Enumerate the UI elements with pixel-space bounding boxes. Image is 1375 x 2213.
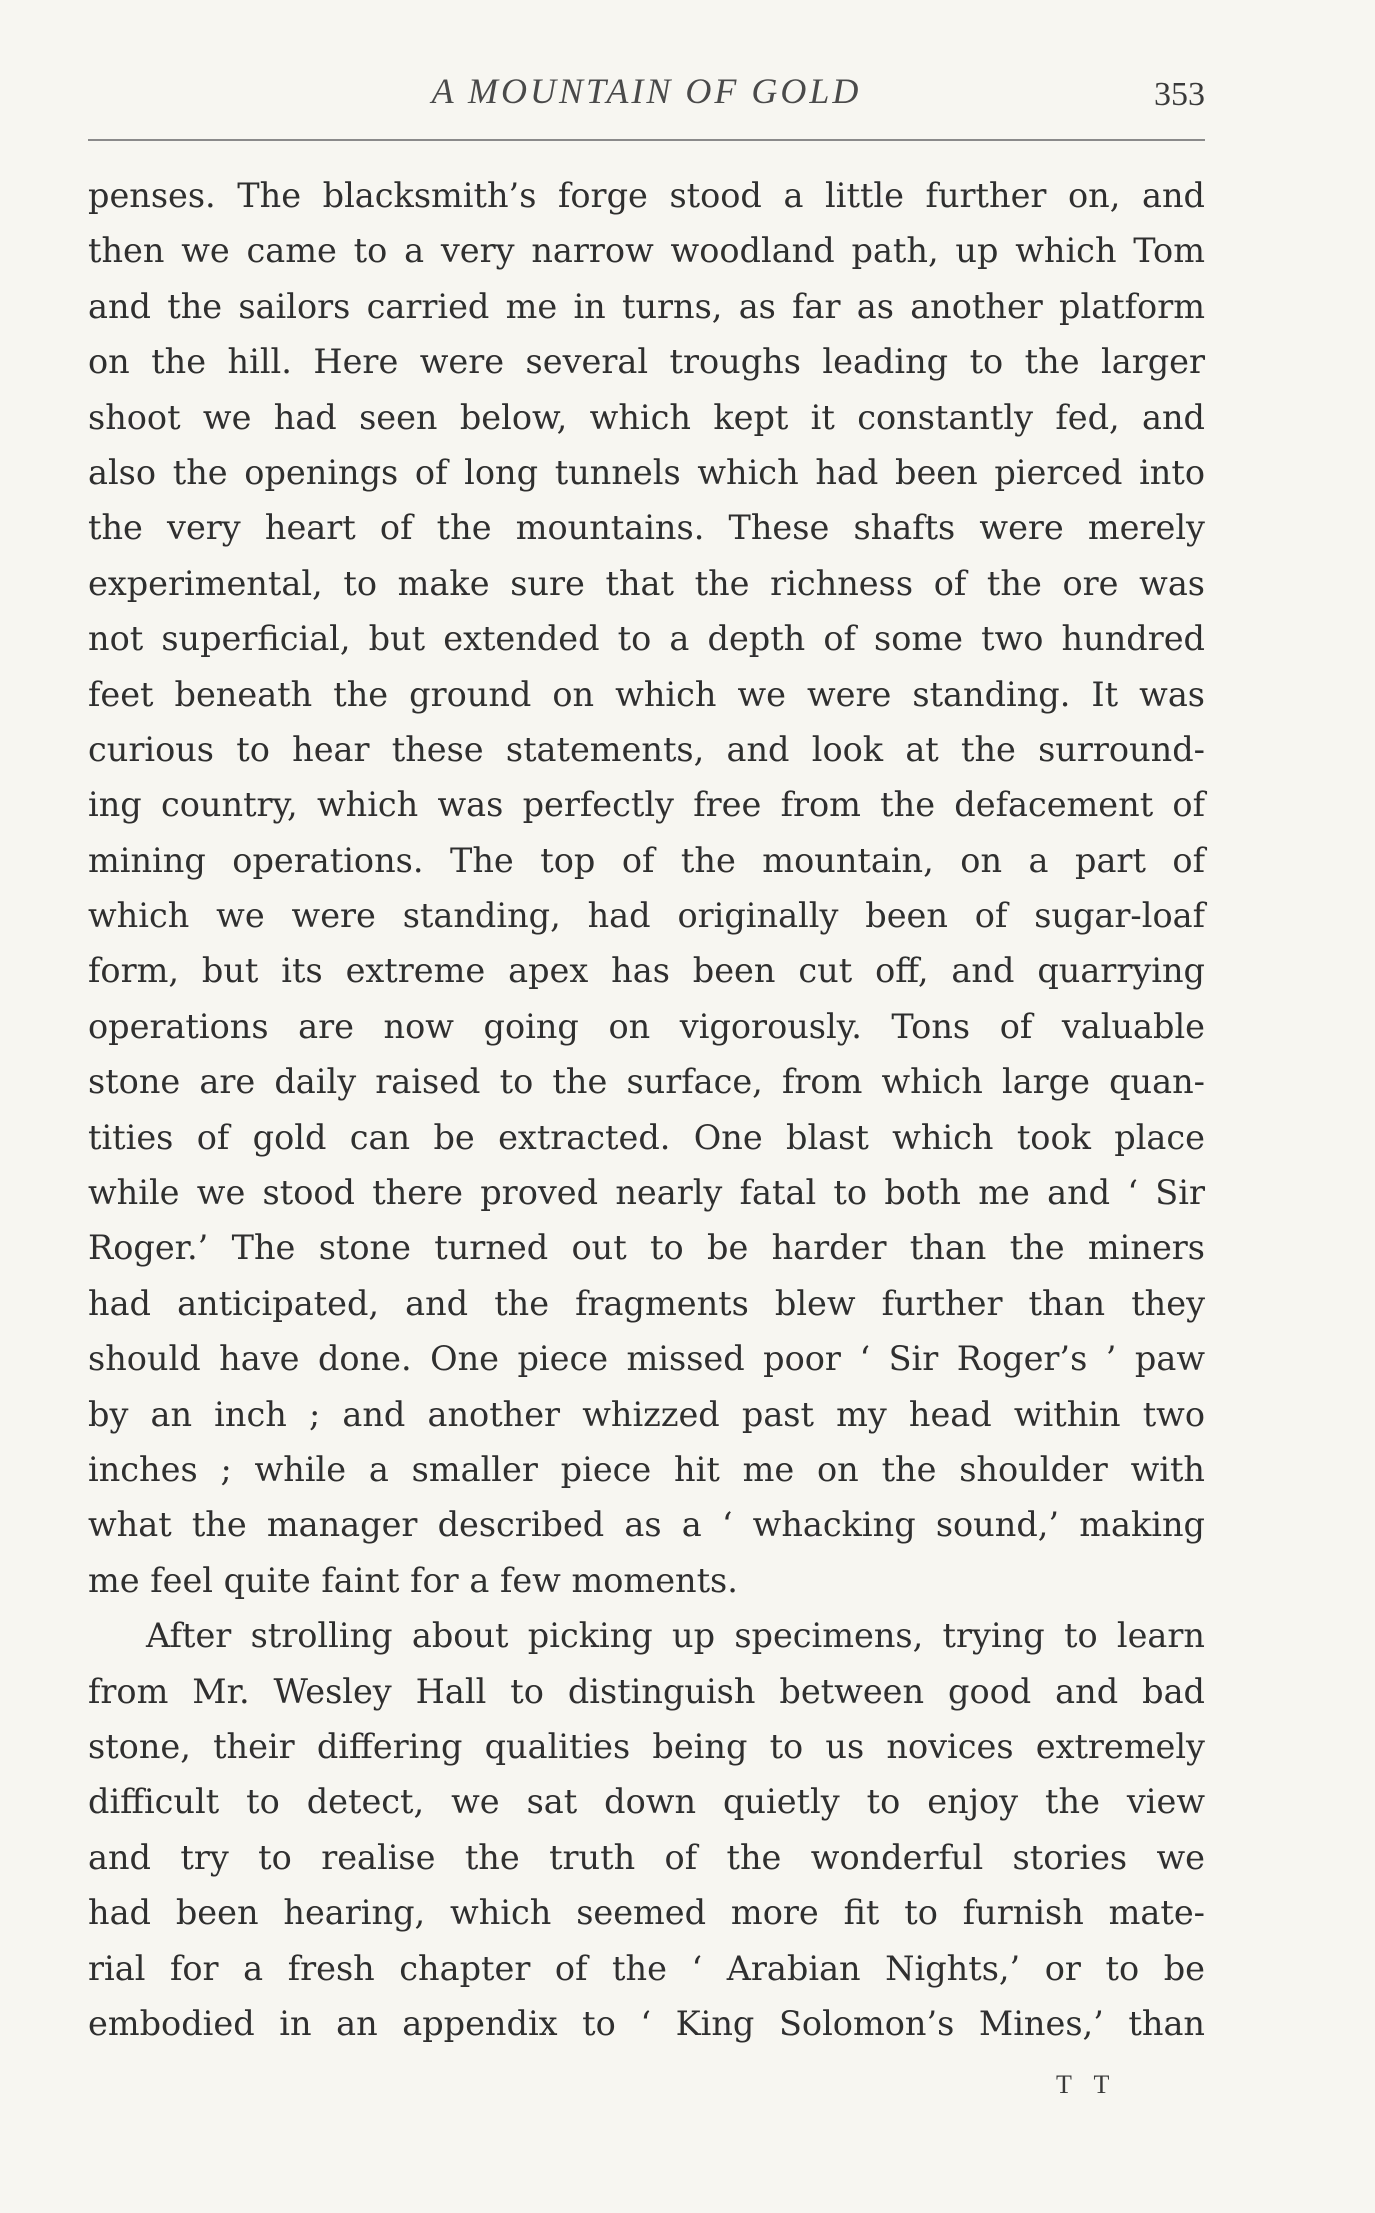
- text-line: while we stood there proved nearly fatal to both me and ‘ Sir: [88, 1173, 1205, 1213]
- text-line: Roger.’ The stone turned out to be harder than the miners: [88, 1228, 1205, 1268]
- text-line: had anticipated, and the fragments blew further than they: [88, 1283, 1205, 1323]
- paragraph-2: [88, 1608, 1205, 2051]
- text-line: which we were standing, had originally been of sugar-loaf: [88, 896, 1205, 936]
- text-line: operations are now going on vigorously. Tons of valuable: [88, 1006, 1205, 1046]
- text-line: from Mr. Wesley Hall to distinguish between good and bad: [88, 1671, 1205, 1711]
- text-line: feet beneath the ground on which we were standing. It was: [88, 674, 1205, 714]
- page-number: 353: [1154, 76, 1205, 113]
- text-line: me feel quite faint for a few moments.: [88, 1560, 738, 1600]
- text-line: by an inch ; and another whizzed past my head within two: [88, 1394, 1205, 1434]
- page-header: [88, 68, 1205, 128]
- text-line: experimental, to make sure that the richness of the ore was: [88, 563, 1205, 603]
- text-line: also the openings of long tunnels which had been pierced into: [88, 452, 1205, 492]
- signature-mark: T T: [1056, 2070, 1118, 2099]
- text-line: penses. The blacksmith’s forge stood a little further on, and: [88, 176, 1205, 215]
- text-line: ing country, which was perfectly free from the defacement of: [88, 785, 1205, 825]
- header-rule: [88, 139, 1205, 141]
- text-line: rial for a fresh chapter of the ‘ Arabian Nights,’ or to be: [88, 1948, 1205, 1988]
- body-text: [88, 168, 1205, 2051]
- text-line: tities of gold can be extracted. One blast which took place: [88, 1117, 1205, 1157]
- text-line: and try to realise the truth of the wonderful stories we: [88, 1837, 1205, 1877]
- text-line: difficult to detect, we sat down quietly to enjoy the view: [88, 1782, 1205, 1822]
- text-line: not superficial, but extended to a depth of some two hundred: [88, 619, 1205, 659]
- text-line: curious to hear these statements, and look at the surround-: [88, 729, 1205, 769]
- text-line: After strolling about picking up specimens, trying to learn: [146, 1616, 1205, 1656]
- text-line: had been hearing, which seemed more fit to furnish mate-: [88, 1893, 1205, 1933]
- text-line: inches ; while a smaller piece hit me on the shoulder with: [88, 1449, 1205, 1489]
- text-line: shoot we had seen below, which kept it constantly fed, and: [88, 397, 1205, 437]
- text-line: stone, their differing qualities being to us novices extremely: [88, 1726, 1205, 1766]
- text-line: mining operations. The top of the mountain, on a part of: [88, 840, 1205, 880]
- text-line: then we came to a very narrow woodland path, up which Tom: [88, 231, 1205, 271]
- text-line: should have done. One piece missed poor ‘ Sir Roger’s ’ paw: [88, 1339, 1205, 1379]
- text-line: the very heart of the mountains. These shafts were merely: [88, 508, 1205, 548]
- text-line: what the manager described as a ‘ whacking sound,’ making: [88, 1505, 1205, 1545]
- text-line: stone are daily raised to the surface, from which large quan-: [88, 1062, 1205, 1102]
- text-line: form, but its extreme apex has been cut off, and quarrying: [88, 951, 1205, 991]
- text-line: and the sailors carried me in turns, as far as another platform: [88, 286, 1205, 326]
- text-line: embodied in an appendix to ‘ King Solomon’s Mines,’ than: [88, 2003, 1205, 2043]
- running-title: A MOUNTAIN OF GOLD: [431, 71, 862, 111]
- paragraph-1: [88, 168, 1205, 1608]
- text-line: on the hill. Here were several troughs leading to the larger: [88, 342, 1205, 382]
